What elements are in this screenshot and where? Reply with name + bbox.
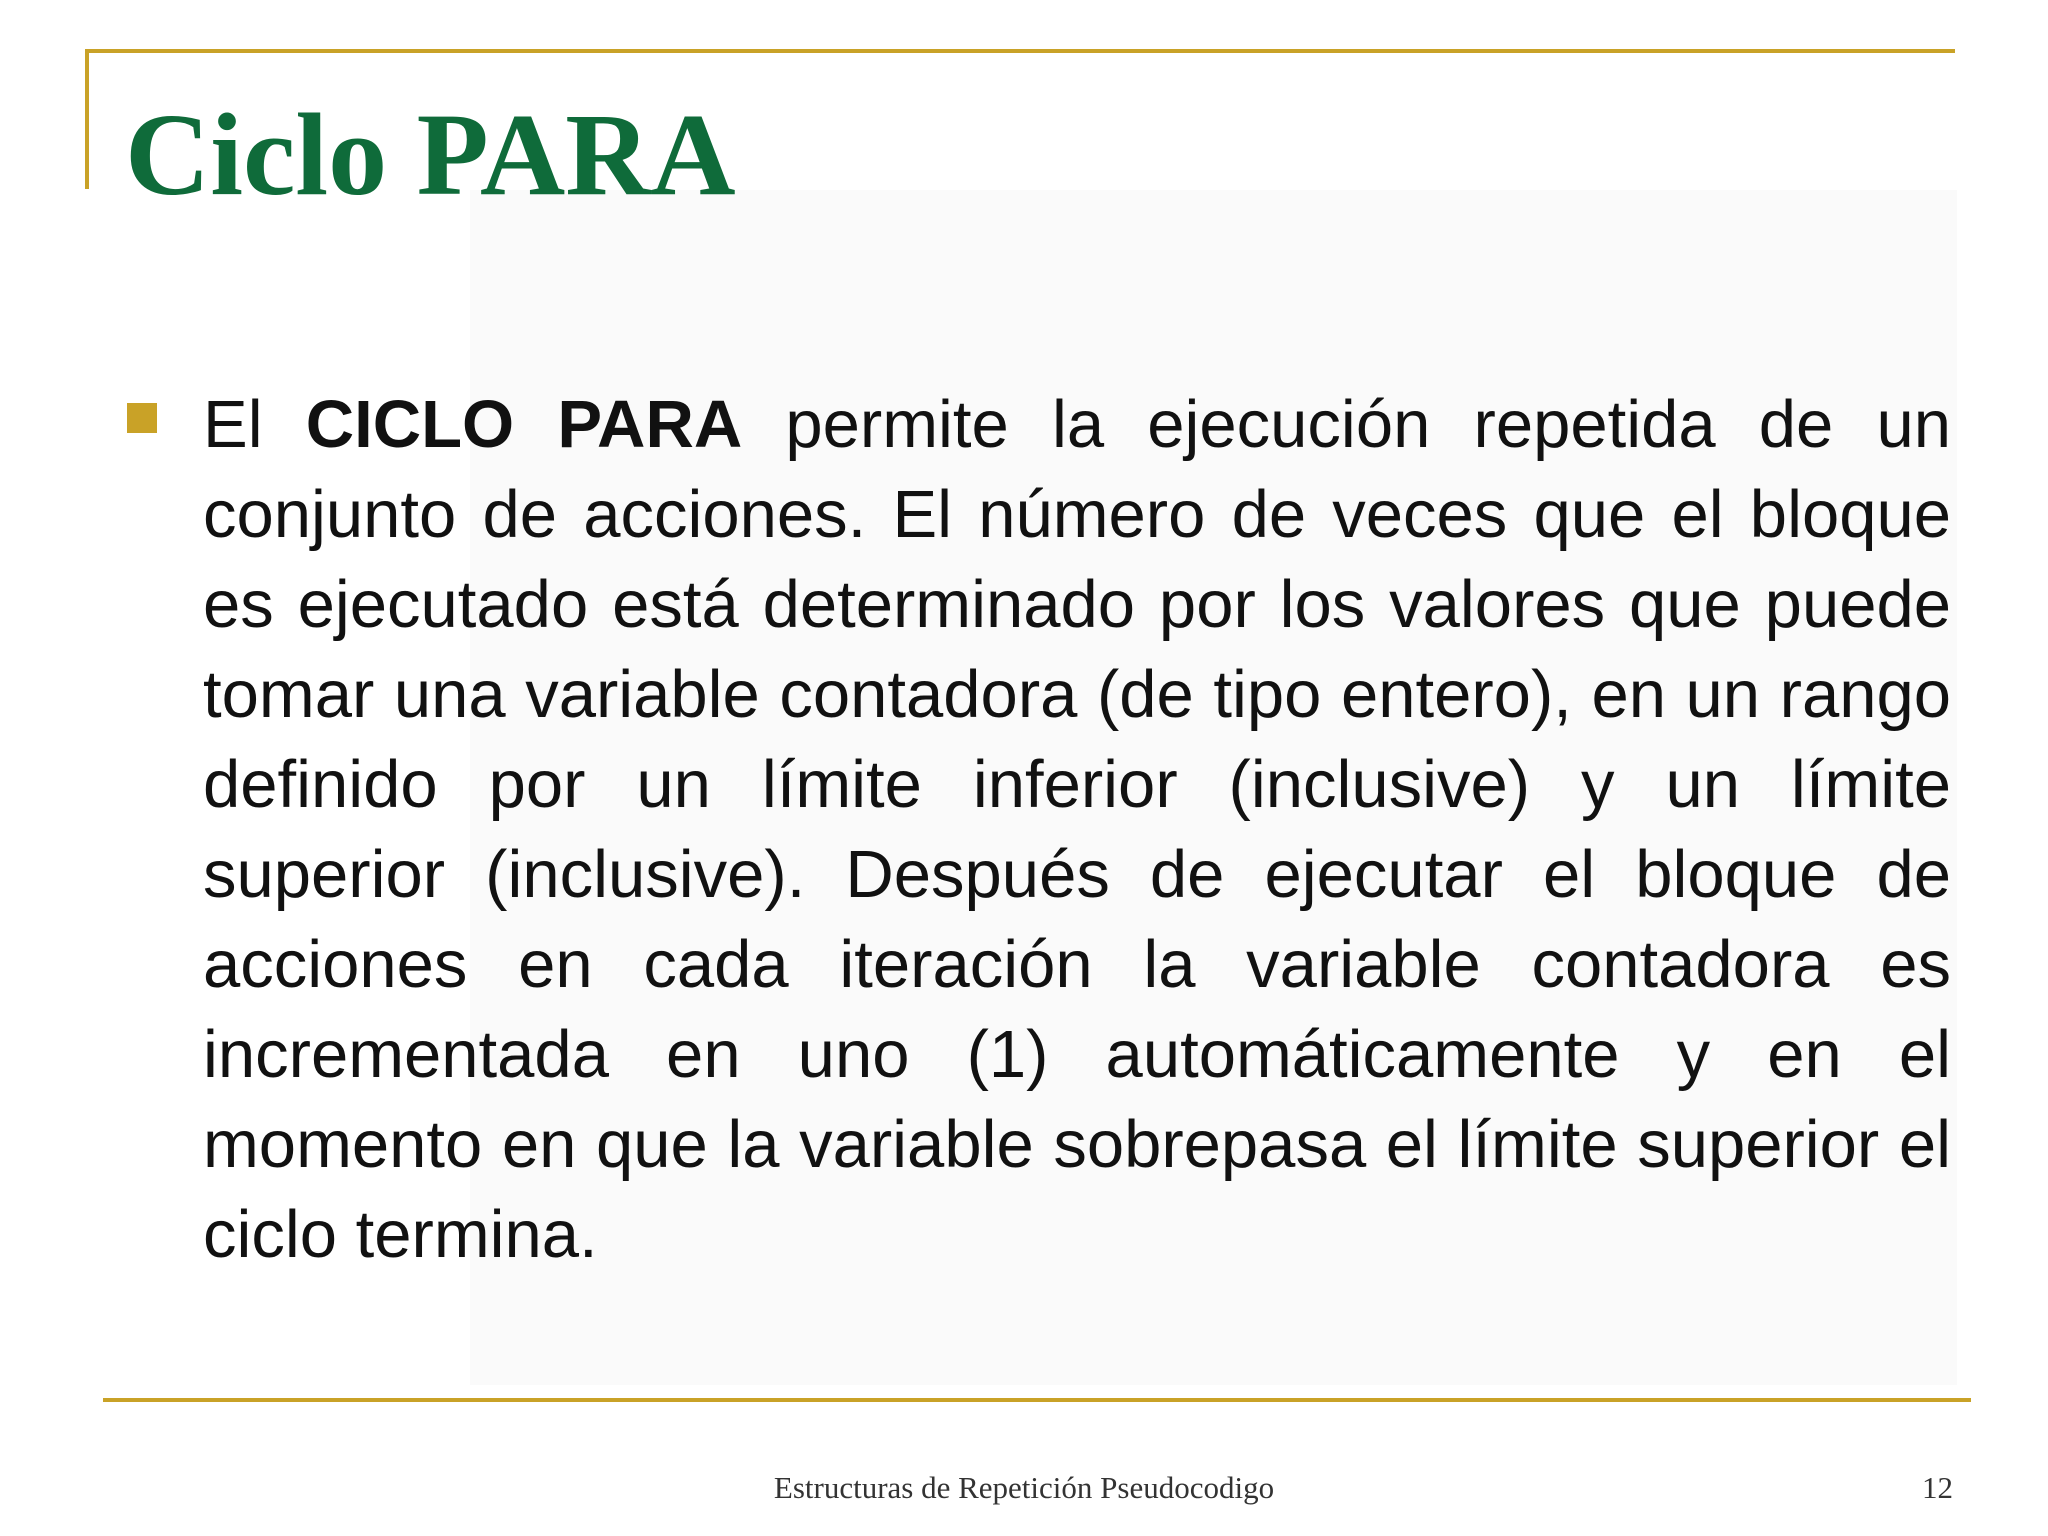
bullet-text: permite la ejecución repetida de un conjunto de acciones. El número de veces que el bloque es ejecutado está determinado por los valores que puede tomar una variable contadora (de tipo entero), en un rango definido por un límite inferior (inclusive) y un límite superior (inclusive). Después de ejecutar el bloque de acciones en cada iteración la variable contadora es incrementada en uno (1) automáticamente y en el momento en que la variable sobrepasa el límite superior el ciclo termina. <box>203 387 1951 1272</box>
left-frame-line <box>85 49 89 189</box>
slide-title: Ciclo PARA <box>125 89 736 220</box>
footer-divider <box>103 1398 1971 1402</box>
bullet-prefix: El <box>203 387 306 462</box>
top-frame-line <box>85 49 1955 53</box>
square-bullet-icon <box>127 403 157 433</box>
footer-caption: Estructuras de Repetición Pseudocodigo <box>773 1470 1275 1505</box>
bullet-emphasis: CICLO PARA <box>305 387 743 462</box>
page-number: 12 <box>1922 1470 1953 1505</box>
bullet-paragraph <box>203 380 1951 1280</box>
